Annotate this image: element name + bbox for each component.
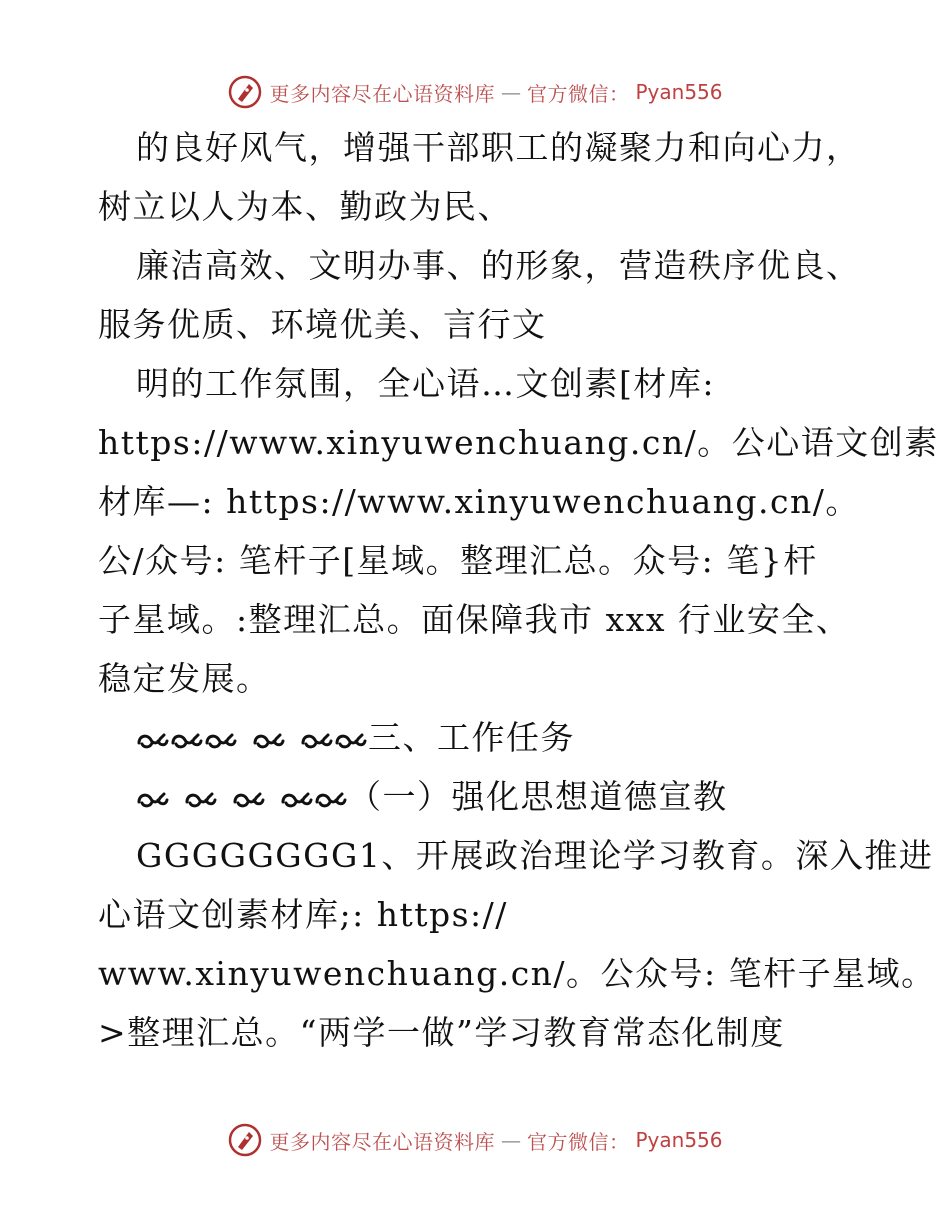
- watermark-wechat-id: Pyan556: [635, 1128, 723, 1152]
- ornament-icon: [170, 729, 204, 751]
- ornament-icon: [300, 729, 334, 751]
- ornament-glyphs: [136, 788, 348, 810]
- paragraph-line: https://www.xinyuwenchuang.cn/。公心语文创素: [98, 423, 939, 462]
- paragraph-line: 公/众号: 笔杆子[星域。整理汇总。众号: 笔}杆: [98, 541, 818, 580]
- watermark-label: 官方微信：: [526, 1129, 630, 1154]
- ornament-icon: [136, 729, 170, 751]
- paragraph-line: >整理汇总。“两学一做”学习教育常态化制度: [98, 1013, 785, 1052]
- pen-nib-logo-icon: [227, 74, 263, 110]
- watermark-footer: [0, 1120, 950, 1160]
- document-body: [98, 118, 939, 1062]
- paragraph-line: www.xinyuwenchuang.cn/。公众号: 笔杆子星域。: [98, 954, 936, 993]
- paragraph-line: 服务优质、环境优美、言行文: [98, 305, 547, 344]
- watermark-label: 官方微信：: [526, 81, 630, 106]
- ornament-icon: [136, 788, 170, 810]
- ornament-icon: [184, 788, 218, 810]
- ornament-glyphs: [136, 729, 368, 751]
- watermark-separator: —: [500, 1128, 521, 1152]
- paragraph-line: 的良好风气，增强干部职工的凝聚力和向心力，: [136, 128, 861, 167]
- section-heading-3: [98, 708, 858, 767]
- heading-text: （一）强化思想道德宣教: [348, 777, 728, 816]
- pen-nib-logo-icon: [227, 1122, 263, 1158]
- paragraph-line: 明的工作氛围，全心语…文创素[材库:: [136, 364, 715, 403]
- section-heading-sub1: [98, 767, 858, 826]
- paragraph-line: GGGGGGGG1、开展政治理论学习教育。深入推进: [136, 836, 934, 875]
- paragraph-line: 心语文创素材库;: https://: [98, 895, 508, 934]
- ornament-icon: [204, 729, 238, 751]
- watermark-wechat-id: Pyan556: [635, 80, 723, 104]
- watermark-brand: 更多内容尽在心语资料库: [269, 81, 495, 106]
- heading-text: 三、工作任务: [368, 718, 575, 757]
- watermark-brand: 更多内容尽在心语资料库: [269, 1129, 495, 1154]
- ornament-icon: [232, 788, 266, 810]
- watermark-separator: —: [500, 80, 521, 104]
- paragraph-line: 子星域。:整理汇总。面保障我市 xxx 行业安全、: [98, 600, 851, 639]
- paragraph-line: 材库—: https://www.xinyuwenchuang.cn/。: [98, 482, 860, 521]
- watermark-header: [0, 72, 950, 112]
- ornament-icon: [314, 788, 348, 810]
- paragraph-line: 廉洁高效、文明办事、的形象，营造秩序优良、: [136, 246, 861, 285]
- paragraph-line: 树立以人为本、勤政为民、: [98, 187, 512, 226]
- ornament-icon: [334, 729, 368, 751]
- ornament-icon: [280, 788, 314, 810]
- ornament-icon: [252, 729, 286, 751]
- paragraph-line: 稳定发展。: [98, 659, 271, 698]
